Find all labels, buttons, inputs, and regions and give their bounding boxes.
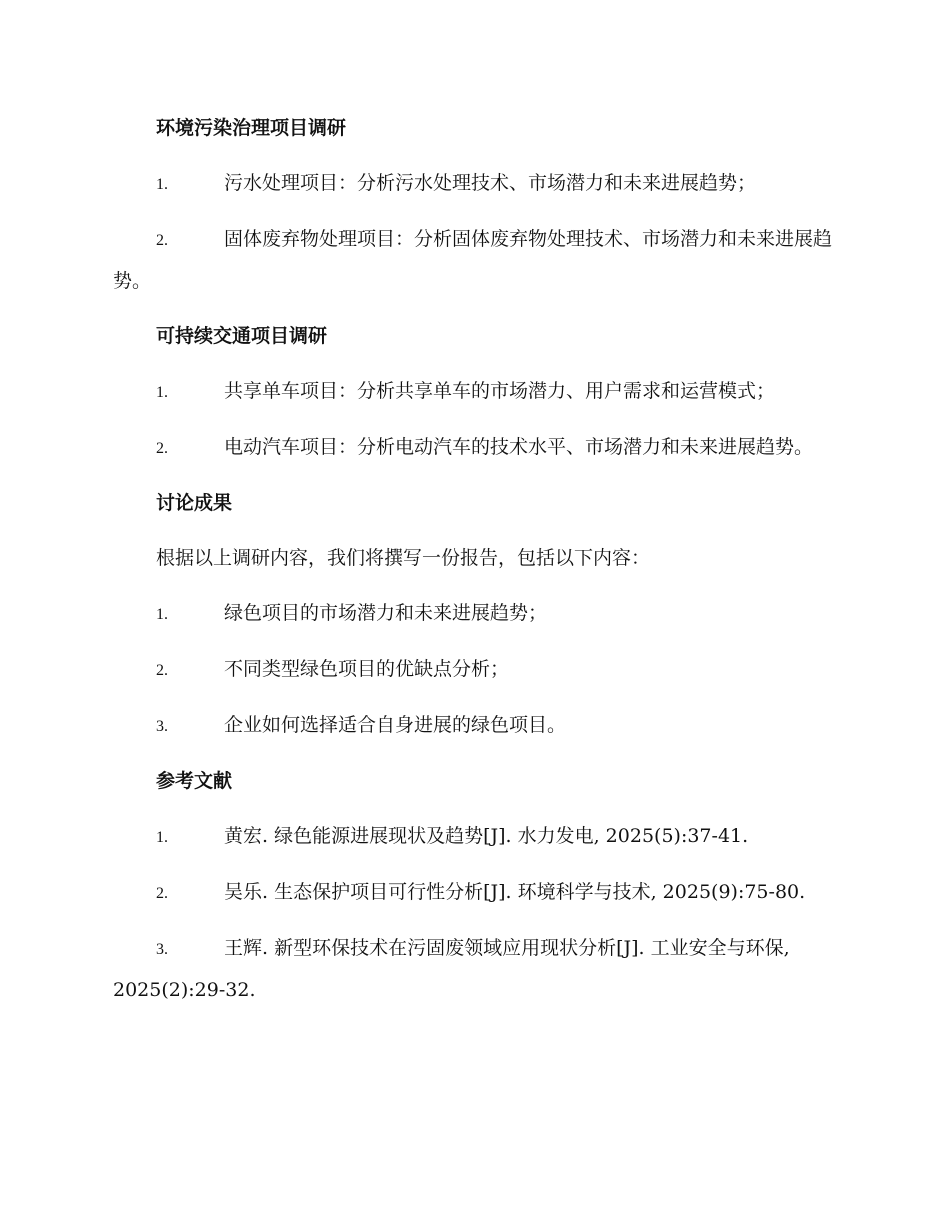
reference-text: 王辉. 新型环保技术在污固废领域应用现状分析[J]. 工业安全与环保, 2025(2):29-32. bbox=[113, 937, 790, 1001]
list-text: 电动汽车项目：分析电动汽车的技术水平、市场潜力和未来进展趋势。 bbox=[224, 436, 814, 458]
list-number: 2. bbox=[156, 440, 168, 457]
section-intro-paragraph: 根据以上调研内容，我们将撰写一份报告，包括以下内容： bbox=[156, 547, 651, 569]
list-number: 1. bbox=[156, 606, 168, 623]
list-number: 3. bbox=[156, 718, 168, 735]
list-text: 固体废弃物处理项目：分析固体废弃物处理技术、市场潜力和未来进展趋势。 bbox=[113, 228, 833, 292]
list-text: 绿色项目的市场潜力和未来进展趋势； bbox=[224, 602, 548, 624]
list-item bbox=[113, 427, 835, 469]
reference-text: 吴乐. 生态保护项目可行性分析[J]. 环境科学与技术, 2025(9):75-80. bbox=[224, 881, 806, 903]
list-number: 2. bbox=[156, 662, 168, 679]
reference-item bbox=[113, 928, 835, 1011]
reference-text: 黄宏. 绿色能源进展现状及趋势[J]. 水力发电, 2025(5):37-41. bbox=[224, 825, 749, 847]
reference-number: 2. bbox=[156, 885, 168, 902]
section-heading-transport: 可持续交通项目调研 bbox=[156, 325, 328, 347]
list-text: 污水处理项目：分析污水处理技术、市场潜力和未来进展趋势； bbox=[224, 172, 757, 194]
section-heading-results: 讨论成果 bbox=[156, 492, 233, 514]
section-heading-references: 参考文献 bbox=[156, 770, 233, 792]
document-page bbox=[113, 108, 835, 1025]
list-number: 2. bbox=[156, 232, 168, 249]
list-item bbox=[113, 163, 835, 205]
list-text: 企业如何选择适合自身进展的绿色项目。 bbox=[224, 714, 567, 736]
list-item bbox=[113, 219, 835, 302]
list-item bbox=[113, 649, 835, 691]
reference-item bbox=[113, 816, 835, 858]
reference-number: 3. bbox=[156, 941, 168, 958]
list-item bbox=[113, 371, 835, 413]
list-number: 1. bbox=[156, 176, 168, 193]
list-item bbox=[113, 593, 835, 635]
list-text: 不同类型绿色项目的优缺点分析； bbox=[224, 658, 510, 680]
list-text: 共享单车项目：分析共享单车的市场潜力、用户需求和运营模式； bbox=[224, 380, 776, 402]
reference-item bbox=[113, 872, 835, 914]
list-number: 1. bbox=[156, 384, 168, 401]
reference-number: 1. bbox=[156, 829, 168, 846]
list-item bbox=[113, 705, 835, 747]
section-heading-pollution: 环境污染治理项目调研 bbox=[156, 117, 347, 139]
